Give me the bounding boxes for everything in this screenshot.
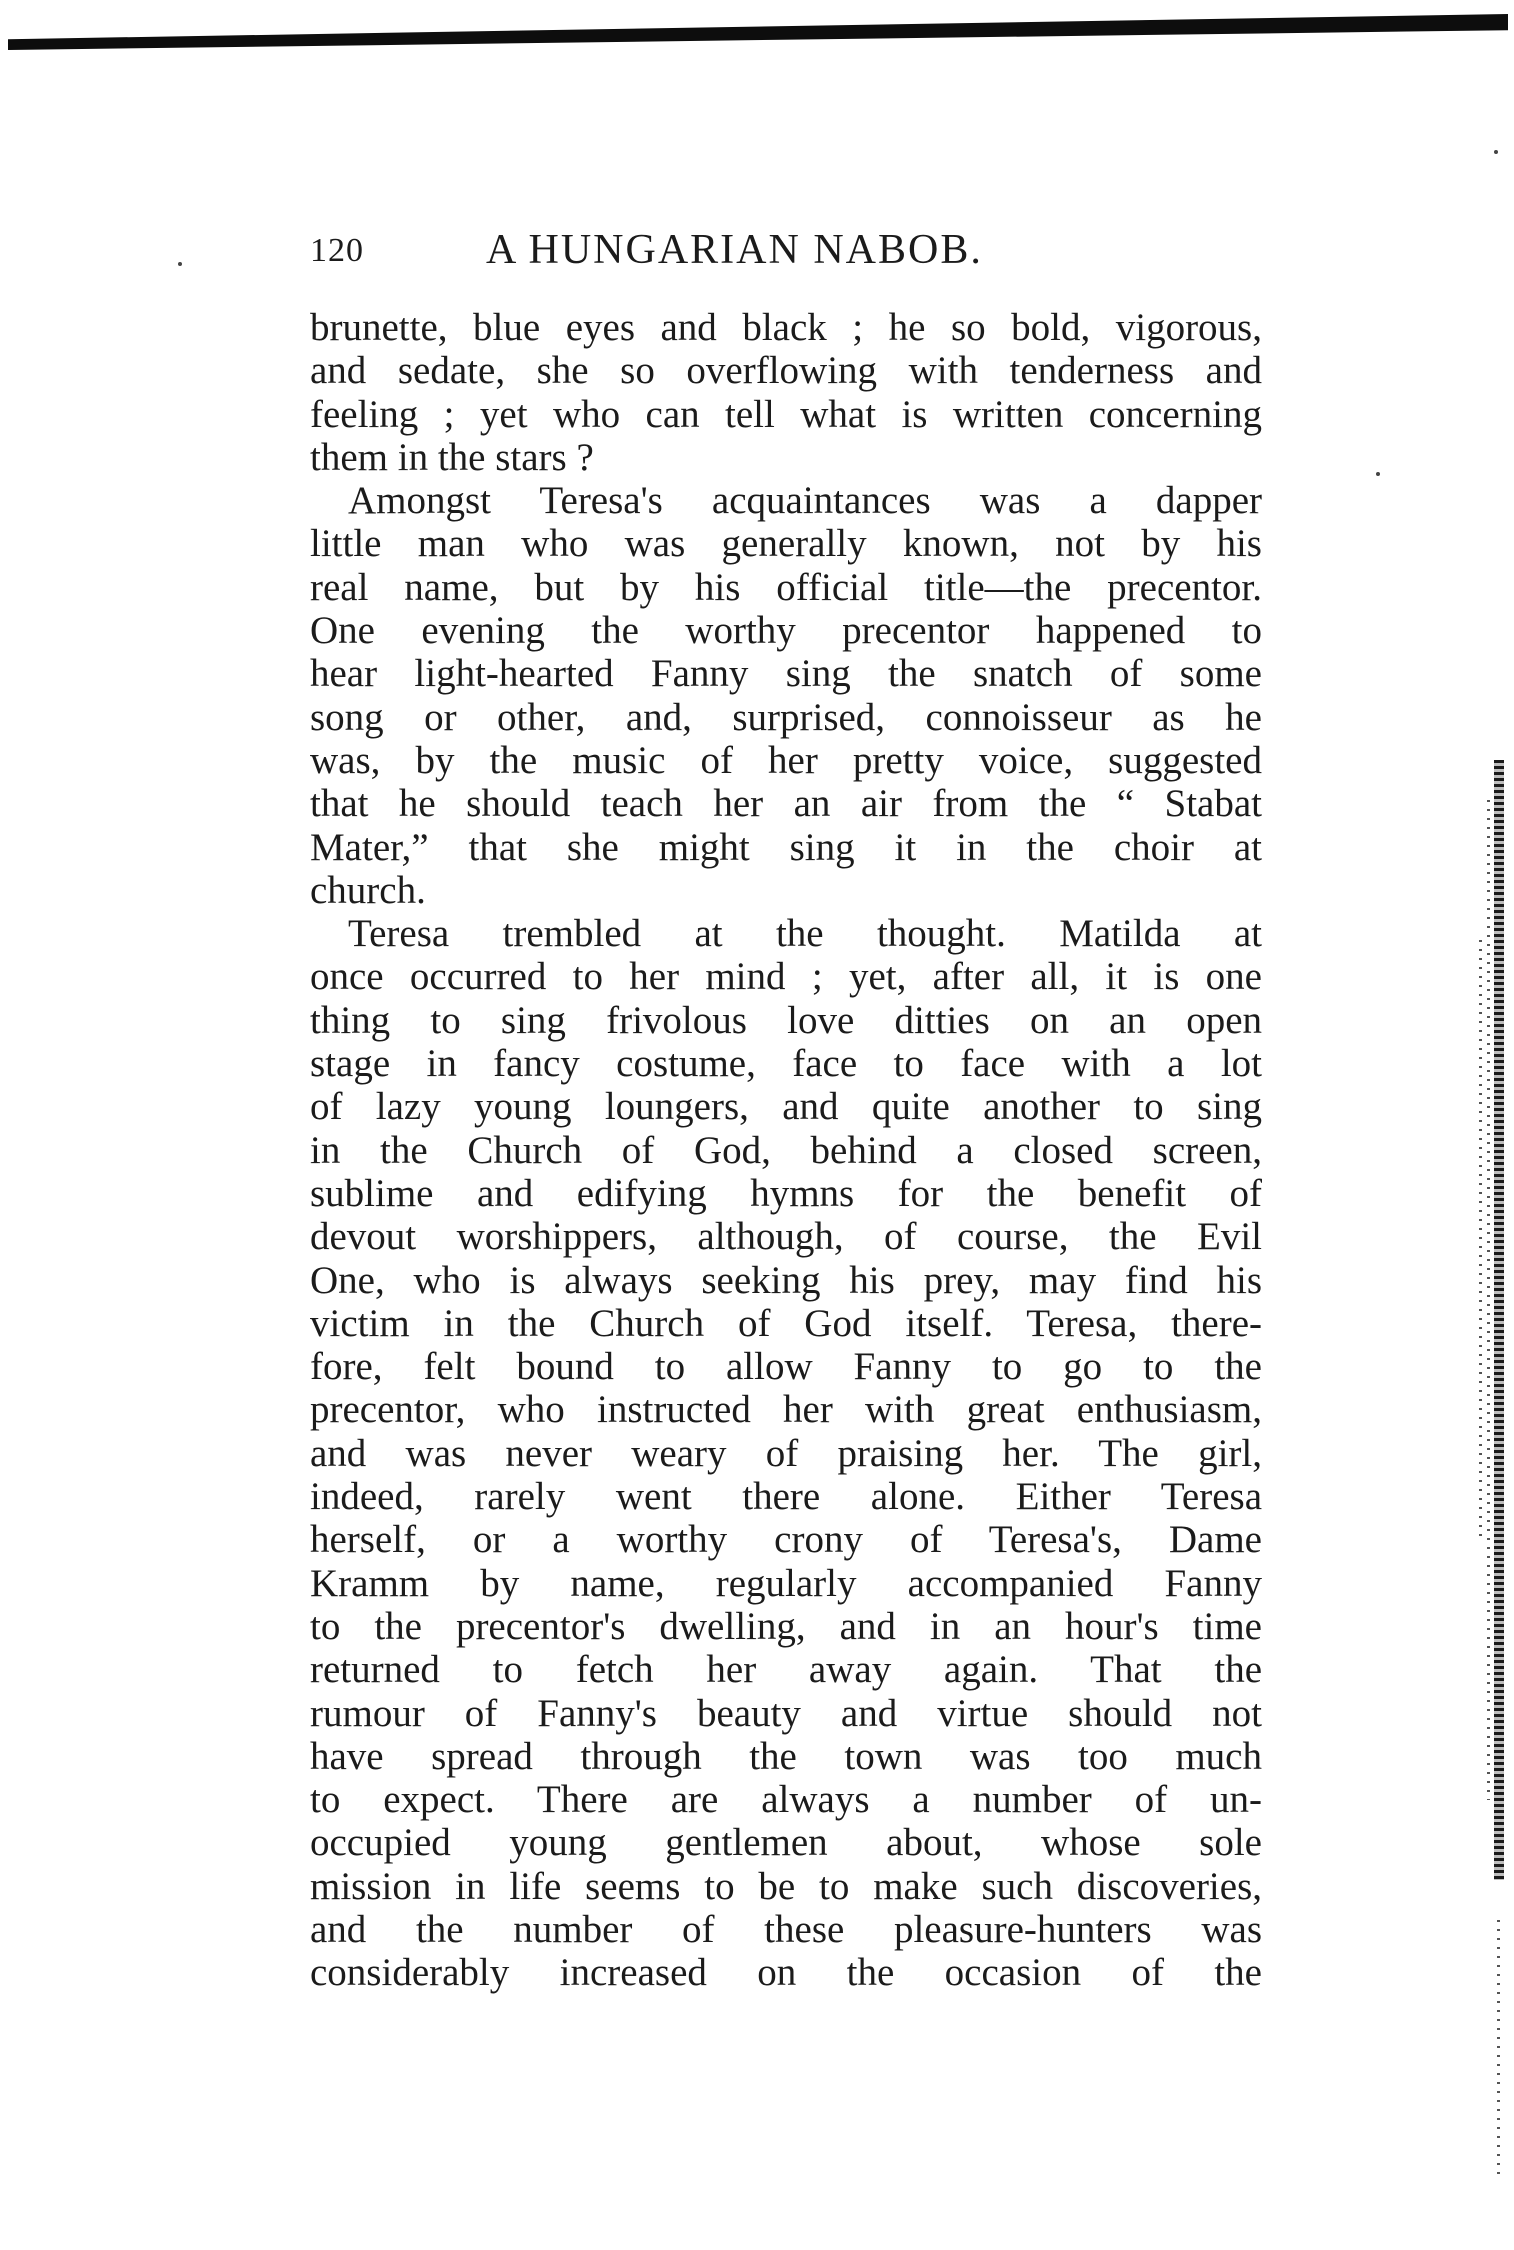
text-line: once occurred to her mind ; yet, after all, it is one xyxy=(310,955,1262,999)
text-line: in the Church of God, behind a closed screen, xyxy=(310,1128,1262,1172)
text-line: Amongst Teresa's acquaintances was a dapper xyxy=(348,479,1262,523)
text-line: rumour of Fanny's beauty and virtue should not xyxy=(310,1691,1262,1735)
text-line: to the precentor's dwelling, and in an hour's time xyxy=(310,1604,1262,1648)
text-line: and was never weary of praising her. The girl, xyxy=(310,1431,1262,1475)
text-line: was, by the music of her pretty voice, suggested xyxy=(310,738,1262,782)
text-line: fore, felt bound to allow Fanny to go to the xyxy=(310,1345,1262,1389)
text-line: and sedate, she so overflowing with tenderness and xyxy=(310,349,1262,393)
text-line: occupied young gentlemen about, whose sole xyxy=(310,1821,1262,1865)
text-line: church. xyxy=(310,868,426,912)
text-line: indeed, rarely went there alone. Either Teresa xyxy=(310,1475,1262,1519)
scan-speck xyxy=(1494,150,1498,154)
text-line: devout worshippers, although, of course, the Evil xyxy=(310,1215,1262,1259)
text-line: of lazy young loungers, and quite another to sing xyxy=(310,1085,1262,1129)
scan-speck xyxy=(1376,472,1380,476)
text-line: Mater,” that she might sing it in the choir at xyxy=(310,825,1262,869)
text-line: that he should teach her an air from the “ Stabat xyxy=(310,782,1262,826)
text-line: One, who is always seeking his prey, may find his xyxy=(310,1258,1262,1302)
running-title: A HUNGARIAN NABOB. xyxy=(486,227,983,273)
text-line: mission in life seems to be to make such discoveries, xyxy=(310,1864,1262,1908)
text-line: thing to sing frivolous love ditties on an open xyxy=(310,998,1262,1042)
text-line: hear light-hearted Fanny sing the snatch of some xyxy=(310,652,1262,696)
text-line: Teresa trembled at the thought. Matilda at xyxy=(348,912,1262,956)
scan-speck xyxy=(178,262,182,266)
text-line: stage in fancy costume, face to face with a lot xyxy=(310,1042,1262,1086)
text-line: feeling ; yet who can tell what is written concerning xyxy=(310,392,1262,436)
page-number: 120 xyxy=(310,232,364,269)
text-line: considerably increased on the occasion of the xyxy=(310,1951,1262,1995)
text-line: sublime and edifying hymns for the benefit of xyxy=(310,1171,1262,1215)
text-line: song or other, and, surprised, connoisseur as he xyxy=(310,695,1262,739)
scan-edge-artifact xyxy=(1448,740,1508,2200)
text-line: Kramm by name, regularly accompanied Fanny xyxy=(310,1561,1262,1605)
text-line: One evening the worthy precentor happened to xyxy=(310,609,1262,653)
running-header xyxy=(310,226,1250,276)
text-line: little man who was generally known, not by his xyxy=(310,522,1262,566)
text-line: to expect. There are always a number of un- xyxy=(310,1778,1262,1822)
text-line: real name, but by his official title—the precentor. xyxy=(310,565,1262,609)
text-line: and the number of these pleasure-hunters was xyxy=(310,1907,1262,1951)
text-line: victim in the Church of God itself. Teresa, there- xyxy=(310,1301,1262,1345)
body-text xyxy=(310,306,1262,1995)
text-line: herself, or a worthy crony of Teresa's, Dame xyxy=(310,1518,1262,1562)
text-line: returned to fetch her away again. That the xyxy=(310,1648,1262,1692)
text-line: them in the stars ? xyxy=(310,435,594,479)
text-line: have spread through the town was too much xyxy=(310,1734,1262,1778)
text-line: precentor, who instructed her with great enthusiasm, xyxy=(310,1388,1262,1432)
top-scan-rule xyxy=(8,14,1508,50)
text-line: brunette, blue eyes and black ; he so bold, vigorous, xyxy=(310,306,1262,349)
